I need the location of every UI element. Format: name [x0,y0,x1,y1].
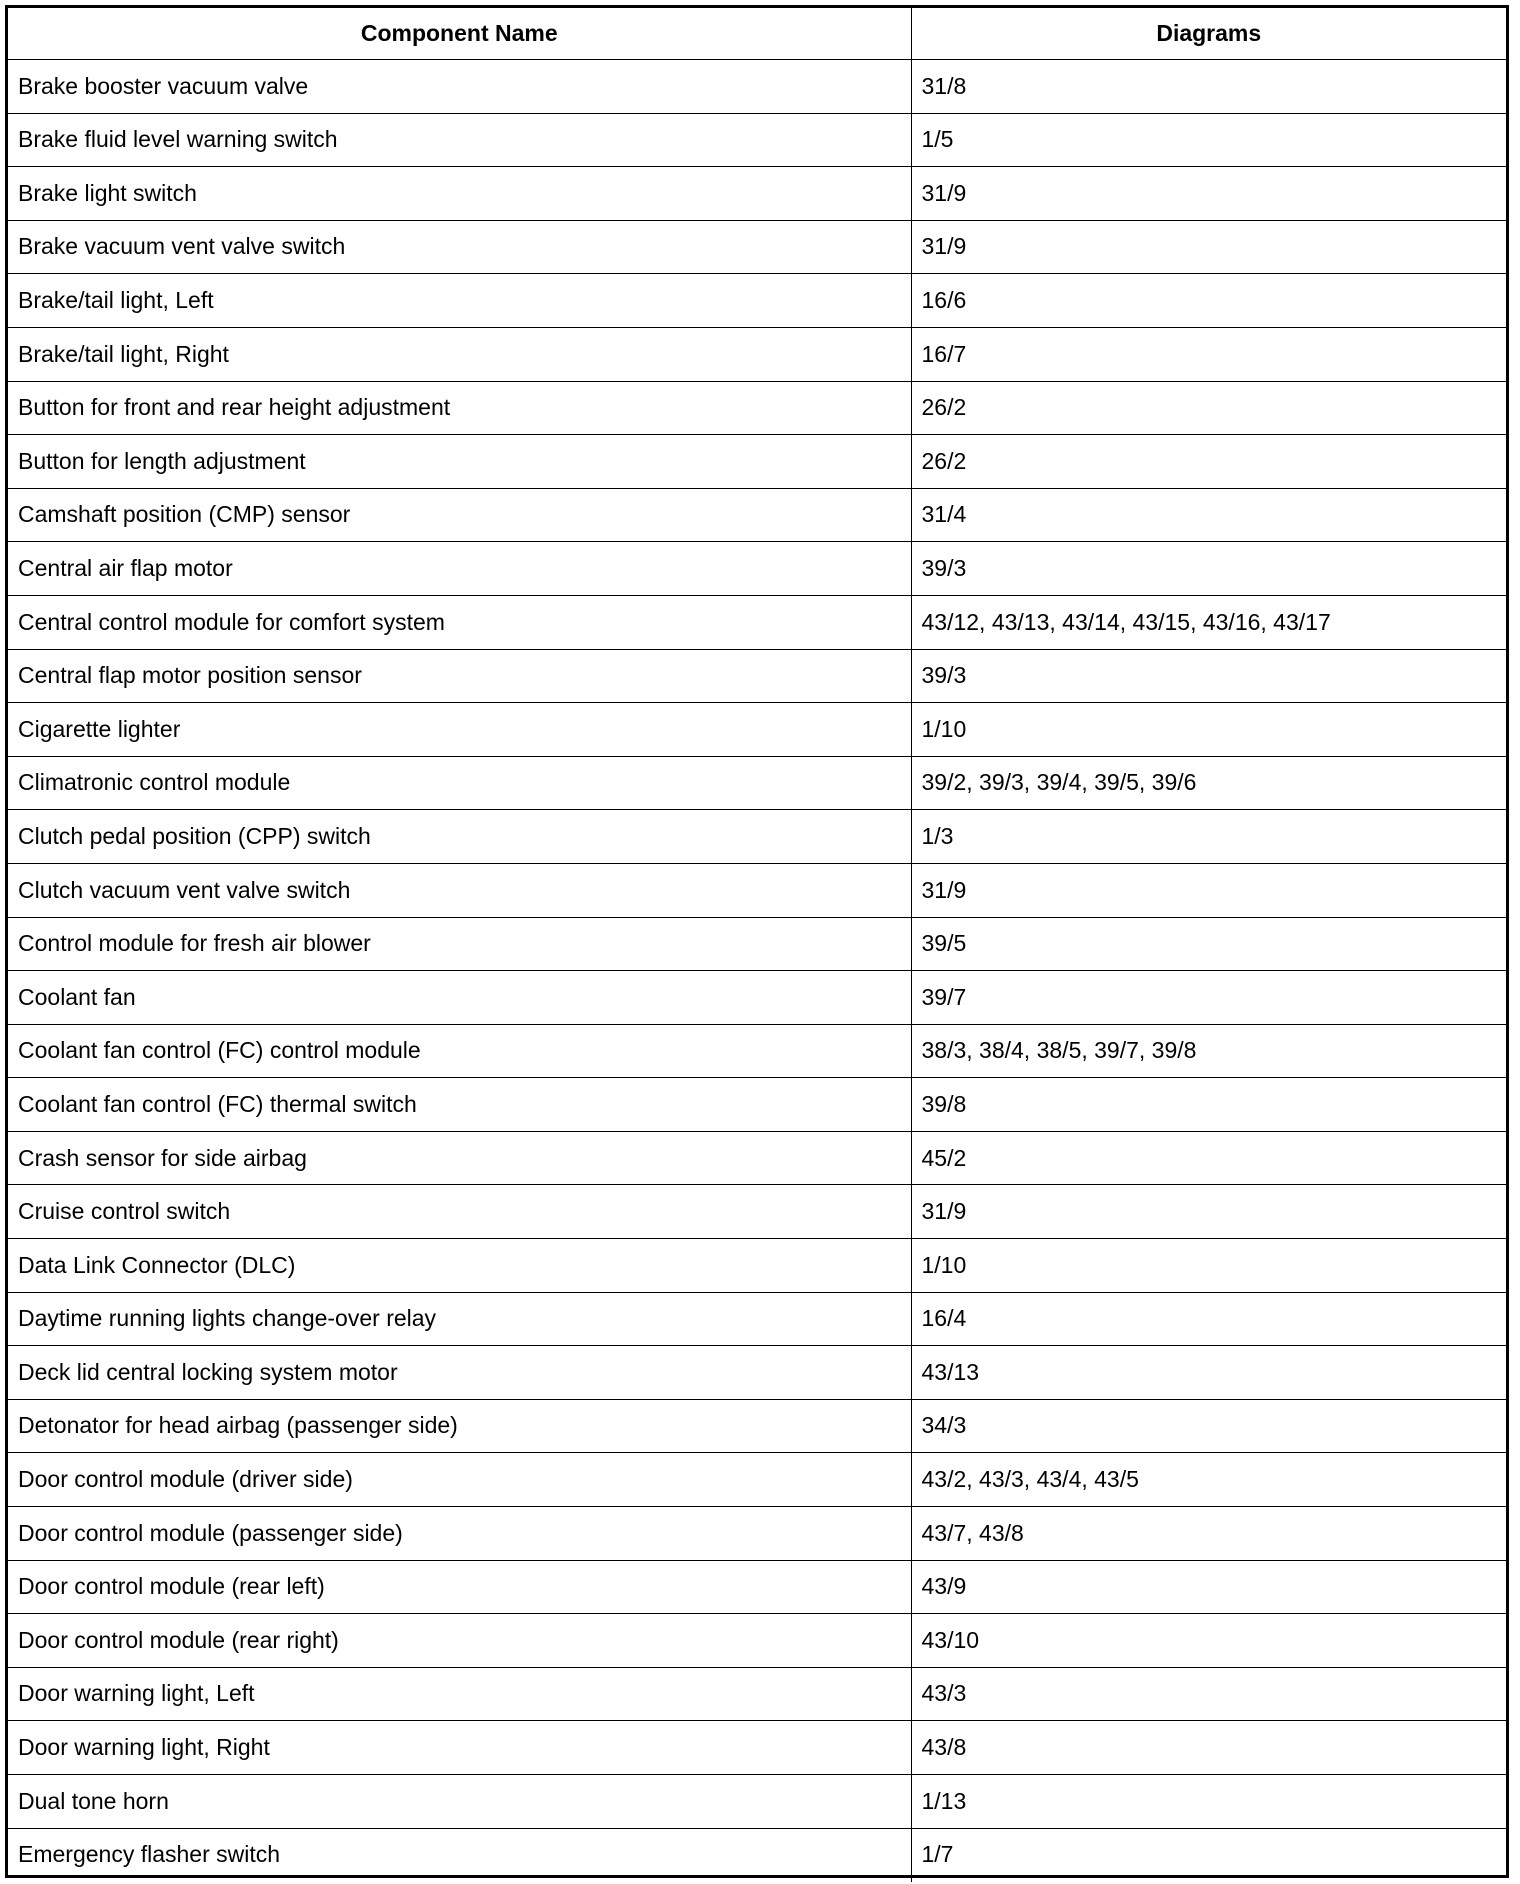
diagrams-cell: 43/9 [911,1560,1506,1614]
table-row [8,220,1506,274]
component-name-cell: Coolant fan control (FC) control module [8,1024,911,1078]
diagrams-cell: 31/9 [911,1185,1506,1239]
table-row [8,435,1506,489]
component-name-cell: Central control module for comfort system [8,595,911,649]
component-name-cell: Door warning light, Right [8,1721,911,1775]
diagrams-cell: 31/9 [911,863,1506,917]
table-row [8,1131,1506,1185]
component-name-cell: Brake/tail light, Right [8,327,911,381]
component-name-cell: Door control module (rear left) [8,1560,911,1614]
table-row [8,167,1506,221]
component-name-cell: Cigarette lighter [8,703,911,757]
table-body [8,60,1506,1882]
component-name-cell: Climatronic control module [8,756,911,810]
table-row [8,274,1506,328]
component-name-cell: Door control module (passenger side) [8,1507,911,1561]
table-row [8,488,1506,542]
diagrams-cell: 39/3 [911,542,1506,596]
component-table-container [5,5,1509,1878]
table-row [8,810,1506,864]
table-row [8,595,1506,649]
diagrams-cell: 31/9 [911,167,1506,221]
component-name-cell: Coolant fan [8,971,911,1025]
diagrams-cell: 1/13 [911,1775,1506,1829]
component-name-cell: Brake fluid level warning switch [8,113,911,167]
component-name-cell: Detonator for head airbag (passenger side) [8,1399,911,1453]
component-name-cell: Data Link Connector (DLC) [8,1239,911,1293]
component-name-cell: Deck lid central locking system motor [8,1346,911,1400]
table-row [8,1292,1506,1346]
component-name-cell: Camshaft position (CMP) sensor [8,488,911,542]
component-name-cell: Brake vacuum vent valve switch [8,220,911,274]
component-name-cell: Button for front and rear height adjustment [8,381,911,435]
diagrams-cell: 31/4 [911,488,1506,542]
diagrams-cell: 1/3 [911,810,1506,864]
diagrams-cell: 45/2 [911,1131,1506,1185]
component-name-cell: Central air flap motor [8,542,911,596]
component-name-cell: Brake booster vacuum valve [8,60,911,114]
table-row [8,1721,1506,1775]
component-name-cell: Brake light switch [8,167,911,221]
diagrams-cell: 26/2 [911,381,1506,435]
component-diagram-table [8,8,1506,1882]
component-name-cell: Button for length adjustment [8,435,911,489]
table-row [8,542,1506,596]
component-name-cell: Coolant fan control (FC) thermal switch [8,1078,911,1132]
diagrams-cell: 31/8 [911,60,1506,114]
table-row [8,1507,1506,1561]
table-row [8,863,1506,917]
table-row [8,1078,1506,1132]
column-header-diagrams: Diagrams [911,8,1506,60]
component-name-cell: Crash sensor for side airbag [8,1131,911,1185]
table-row [8,1346,1506,1400]
component-name-cell: Dual tone horn [8,1775,911,1829]
component-name-cell: Clutch vacuum vent valve switch [8,863,911,917]
component-name-cell: Brake/tail light, Left [8,274,911,328]
table-row [8,1453,1506,1507]
component-name-cell: Clutch pedal position (CPP) switch [8,810,911,864]
diagrams-cell: 43/8 [911,1721,1506,1775]
diagrams-cell: 1/10 [911,703,1506,757]
diagrams-cell: 38/3, 38/4, 38/5, 39/7, 39/8 [911,1024,1506,1078]
table-row [8,1239,1506,1293]
component-name-cell: Door control module (driver side) [8,1453,911,1507]
table-row [8,60,1506,114]
diagrams-cell: 1/10 [911,1239,1506,1293]
table-row [8,1828,1506,1882]
diagrams-cell: 34/3 [911,1399,1506,1453]
table-row [8,971,1506,1025]
diagrams-cell: 16/7 [911,327,1506,381]
diagrams-cell: 39/3 [911,649,1506,703]
diagrams-cell: 43/12, 43/13, 43/14, 43/15, 43/16, 43/17 [911,595,1506,649]
table-row [8,381,1506,435]
component-name-cell: Central flap motor position sensor [8,649,911,703]
table-row [8,1185,1506,1239]
diagrams-cell: 43/13 [911,1346,1506,1400]
component-name-cell: Control module for fresh air blower [8,917,911,971]
diagrams-cell: 43/10 [911,1614,1506,1668]
diagrams-cell: 16/6 [911,274,1506,328]
diagrams-cell: 39/2, 39/3, 39/4, 39/5, 39/6 [911,756,1506,810]
component-name-cell: Cruise control switch [8,1185,911,1239]
table-row [8,1399,1506,1453]
diagrams-cell: 16/4 [911,1292,1506,1346]
diagrams-cell: 39/7 [911,971,1506,1025]
table-row [8,649,1506,703]
component-name-cell: Door control module (rear right) [8,1614,911,1668]
component-name-cell: Daytime running lights change-over relay [8,1292,911,1346]
diagrams-cell: 39/5 [911,917,1506,971]
column-header-component-name: Component Name [8,8,911,60]
table-row [8,113,1506,167]
table-row [8,1614,1506,1668]
diagrams-cell: 31/9 [911,220,1506,274]
table-row [8,1024,1506,1078]
diagrams-cell: 1/5 [911,113,1506,167]
table-header-row [8,8,1506,60]
diagrams-cell: 43/7, 43/8 [911,1507,1506,1561]
table-row [8,703,1506,757]
diagrams-cell: 39/8 [911,1078,1506,1132]
table-row [8,756,1506,810]
table-row [8,1560,1506,1614]
diagrams-cell: 43/3 [911,1667,1506,1721]
diagrams-cell: 1/7 [911,1828,1506,1882]
table-row [8,1667,1506,1721]
table-row [8,1775,1506,1829]
diagrams-cell: 43/2, 43/3, 43/4, 43/5 [911,1453,1506,1507]
diagrams-cell: 26/2 [911,435,1506,489]
table-row [8,327,1506,381]
table-row [8,917,1506,971]
component-name-cell: Emergency flasher switch [8,1828,911,1882]
component-name-cell: Door warning light, Left [8,1667,911,1721]
